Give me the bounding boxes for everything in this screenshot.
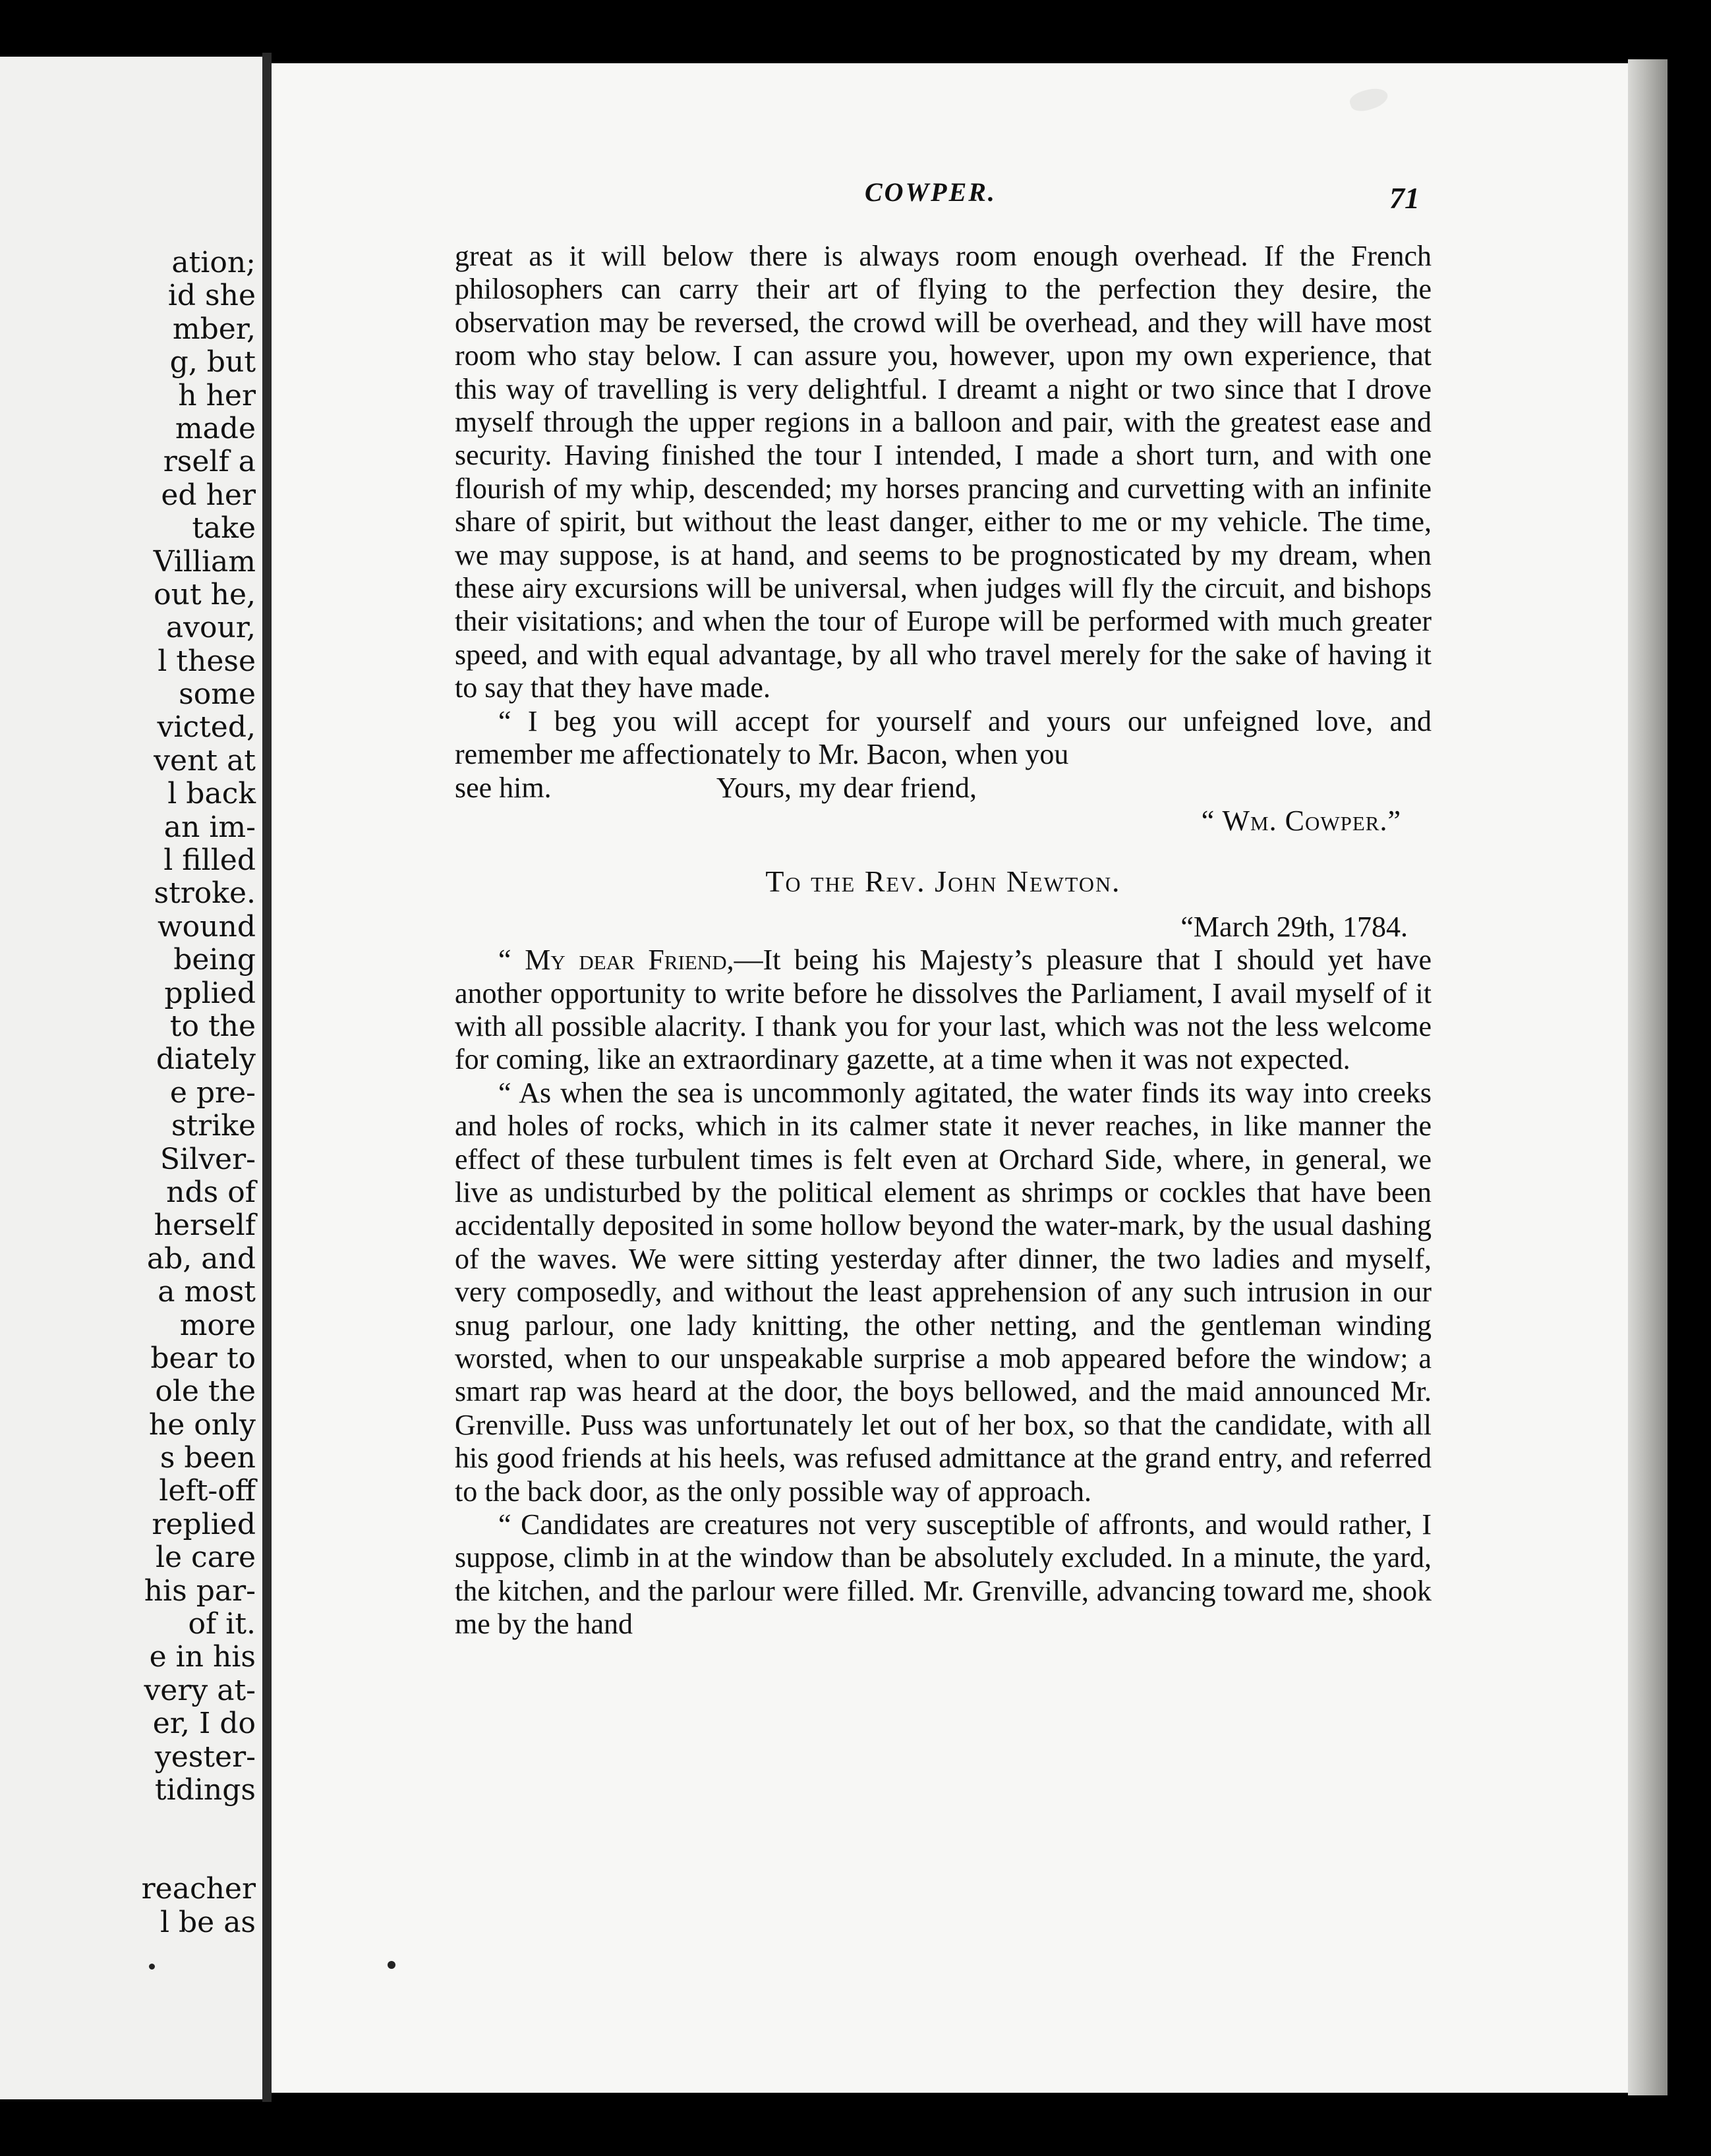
letter-paragraph [455,944,1432,1077]
facing-page-line: ole the [155,1375,256,1409]
facing-page-line: l be as [160,1905,256,1939]
letter-paragraph: “ As when the sea is uncommonly agitated, the water finds its way into creeks and holes of rocks, which in its calmer state it never reaches, in like manner the effect of these turbulent times is felt even at Orchard Side, where, in general, we live as undisturbed by the political element as shrimps or cockles that have been accidentally deposited in some hollow beyond the water-mark, by the usual dashing of the waves. We were sitting yesterday after dinner, the two ladies and myself, very composedly, and without the least apprehension of any such intrusion in our snug parlour, one lady knitting, the other netting, and the gentleman winding worsted, when to our unspeakable surprise a mob appeared before the window; a smart rap was heard at the door, the boys bellowed, and the maid announced Mr. Grenville. Puss was unfortunately let out of her box, so that the candidate, with all his good friends at his heels, was refused admittance at the grand entry, and referred to the back door, as the only possible way of approach. [455,1076,1432,1508]
facing-page-line: herself [154,1208,256,1243]
facing-page-line: ab, and [146,1241,256,1276]
facing-page-line: Villiam [153,544,256,579]
facing-page-line: l back [167,777,256,811]
facing-page-line: e pre- [169,1075,256,1110]
facing-page-line: tidings [154,1773,256,1807]
page-body [455,240,1432,1641]
facing-page-line: stroke. [154,876,256,911]
page-number: 71 [1389,181,1420,215]
signature: “ Wm. Cowper.” [1201,804,1401,837]
letter-paragraph: “ Candidates are creatures not very susceptible of affronts, and would rather, I suppose, climb in at the window than be absolutely excluded. In a minute, the yard, the kitchen, and the parlour were filled. Mr. Grenville, advancing toward me, shook me by the hand [455,1508,1432,1641]
facing-page-line: made [175,411,256,445]
facing-page-line: wound [158,909,256,944]
facing-page-line: Silver- [160,1142,256,1176]
facing-page-line: his par- [144,1574,256,1608]
facing-page-line: being [173,943,256,977]
facing-page-line: e in his [149,1640,256,1674]
closing-line [455,772,1432,805]
letter-paragraph: “ I beg you will accept for yourself and yours our unfeigned love, and remember me affectionately to Mr. Bacon, when you [455,704,1432,771]
facing-page-line: strike [171,1109,256,1143]
facing-page-line: l these [158,644,256,678]
facing-page-line: more [179,1308,256,1342]
facing-page-gap [142,1807,256,1873]
book-gutter [262,53,272,2102]
letter-opening-text: —It being his Majesty’s pleasure that I should yet have another opportunity to write before he dissolves the Parliament, I avail myself of it with all possible alacrity. I thank you for your last, which was not the less welcome for coming, like an extraordinary gazette, at a time when it was not expected. [455,944,1432,1076]
facing-page-line: le care [155,1541,256,1575]
facing-page-line: reacher [141,1872,256,1906]
facing-page-line: ation; [171,246,256,279]
facing-page-left [0,57,266,2099]
facing-page-line: nds of [166,1175,256,1209]
letter-date: “March 29th, 1784. [1180,910,1408,943]
facing-page-line: take [192,511,256,546]
facing-page-line: rself a [163,445,256,479]
facing-page-line: to the [169,1009,256,1043]
book-page [272,63,1628,2093]
facing-page-line: bear to [150,1341,256,1375]
facing-page-line: s been [160,1441,256,1475]
facing-page-line: an im- [163,810,256,844]
page-header [272,177,1628,216]
ink-speck [388,1961,395,1969]
letter-paragraph: great as it will below there is always room enough overhead. If the French philosophers can carry their art of flying to the perfection they desire, the observation may be reversed, the crowd will be overhead, and they will have most room who stay below. I can assure you, however, upon my own experience, that this way of travelling is very delightful. I dreamt a night or two since that I drove myself through the upper regions in a balloon and pair, with the greatest ease and security. Having finished the tour I intended, I made a short turn, and with one flourish of my whip, descended; my horses prancing and curvetting with an infinite share of spirit, but without the least danger, either to me or my vehicle. The time, we may suppose, is at hand, and seems to be prognosticated by my dream, when these airy excursions will be universal, when judges will fly the circuit, and bishops their visitations; and when the tour of Europe will be performed with much greater speed, and with equal advantage, by all who travel merely for the sake of having it to say that they have made. [455,240,1432,704]
paper-blot [1348,84,1390,115]
facing-page-text-column [142,246,256,1939]
facing-page-line: g, but [169,345,256,380]
ink-speck [149,1964,155,1970]
facing-page-line: l filled [163,843,256,878]
closing-left: see him. [455,771,552,804]
facing-page-line: ed her [161,478,256,512]
facing-page-line: of it. [188,1607,256,1641]
facing-page-line: a most [158,1275,256,1309]
facing-page-line: h her [178,378,256,412]
facing-page-line: vent at [154,743,256,778]
facing-page-line: out he, [154,577,256,611]
page-edge-shadow [1628,59,1668,2095]
facing-page-line: pplied [164,976,256,1010]
facing-page-line: victed, [157,710,256,745]
facing-page-line: mber, [172,312,256,346]
facing-page-line: left-off [159,1474,256,1508]
facing-page-line: yester- [154,1740,256,1774]
running-head: COWPER. [865,177,997,207]
facing-page-line: he only [148,1407,256,1442]
facing-page-line: diately [156,1042,256,1077]
facing-page-line: very at- [144,1673,256,1707]
letter-heading: To the Rev. John Newton. [765,865,1121,899]
facing-page-line: replied [152,1507,256,1541]
closing-right: Yours, my dear friend, [716,771,977,804]
salutation: “ My dear Friend, [498,944,734,977]
facing-page-line: id she [167,279,256,313]
facing-page-line: some [179,677,256,712]
facing-page-line: er, I do [152,1707,256,1741]
facing-page-line: avour, [165,611,256,645]
